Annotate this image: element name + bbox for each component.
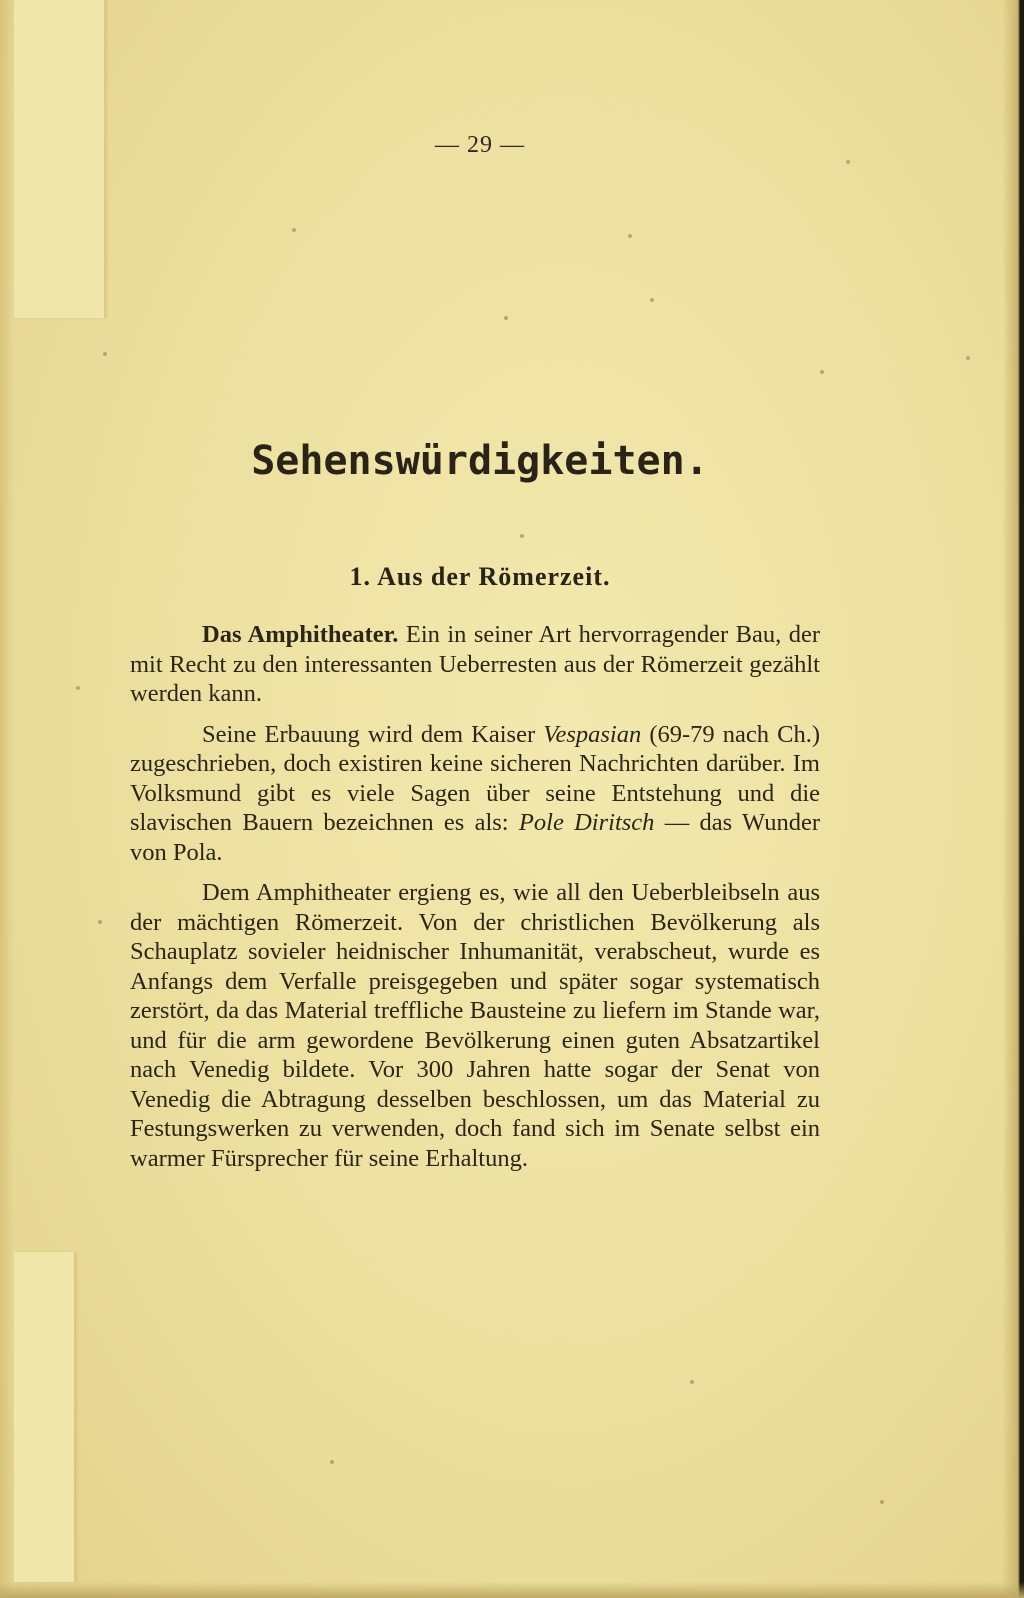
page-number: — 29 —	[435, 132, 525, 158]
paragraph-text: Dem Amphitheater ergieng es, wie all den Ueberbleibseln aus der mächtigen Römerzeit. Von der christlichen Bevölkerung als Schauplatz sovieler heidnischer Inhumanität, verabscheut, wurde es Anfangs dem Verfalle preisgegeben und später sogar systematisch zerstört, da das Material treffliche Bausteine zu liefern im Stande war, und für die arm gewordene Bevölkerung einen guten Absatzartikel nach Venedig bildete. Vor 300 Jahren hatte sogar der Senat von Venedig die Abtragung desselben beschlossen, um das Material zu Festungswerken zu verwenden, doch fand sich im Senate selbst ein warmer Fürsprecher für seine Erhaltung.	[130, 879, 820, 1172]
paragraph-history	[130, 878, 820, 1173]
body-text	[130, 620, 820, 1184]
paper-speck	[628, 234, 632, 238]
paragraph-erbauung	[130, 720, 820, 868]
paper-speck	[292, 228, 296, 232]
paper-speck	[690, 1380, 694, 1384]
paragraph-text: — das Wunder von Pola.	[130, 809, 820, 866]
page-title: Sehenswürdigkeiten.	[251, 438, 709, 484]
paper-speck	[846, 160, 850, 164]
italic-name: Vespasian	[543, 720, 642, 748]
paper-speck	[330, 1460, 334, 1464]
paper-speck	[650, 298, 654, 302]
paper-speck	[504, 316, 508, 320]
paragraph-amphitheater	[130, 620, 820, 709]
paper-speck	[520, 534, 524, 538]
paper-speck	[966, 356, 970, 360]
italic-name: Pole Diritsch	[518, 809, 655, 836]
paragraph-text: (69-79 nach Ch.) zugeschrieben, doch existiren keine sicheren Nachrichten darüber. Im Volksmund gibt es viele Sagen über seine Entstehung und die slavischen Bauern bezeichnen es als:	[130, 720, 820, 836]
section-heading: 1. Aus der Römerzeit.	[349, 562, 611, 591]
paper-speck	[103, 352, 107, 356]
paper-speck	[98, 920, 102, 924]
paragraph-lead: Das Amphitheater.	[202, 621, 399, 648]
paper-tab-top	[14, 0, 105, 318]
page-bottom-edge	[0, 1582, 1024, 1598]
paper-speck	[880, 1500, 884, 1504]
paper-tab-bottom	[14, 1252, 75, 1582]
paper-speck	[820, 370, 824, 374]
paragraph-text: Ein in seiner Art hervorragender Bau, der mit Recht zu den interessanten Ueberresten aus der Römerzeit gezählt werden kann.	[130, 621, 820, 707]
paper-speck	[76, 686, 80, 690]
paragraph-text: Seine Erbauung wird dem Kaiser	[202, 720, 544, 748]
page-right-edge	[1002, 0, 1024, 1598]
page-left-edge	[0, 0, 14, 1598]
